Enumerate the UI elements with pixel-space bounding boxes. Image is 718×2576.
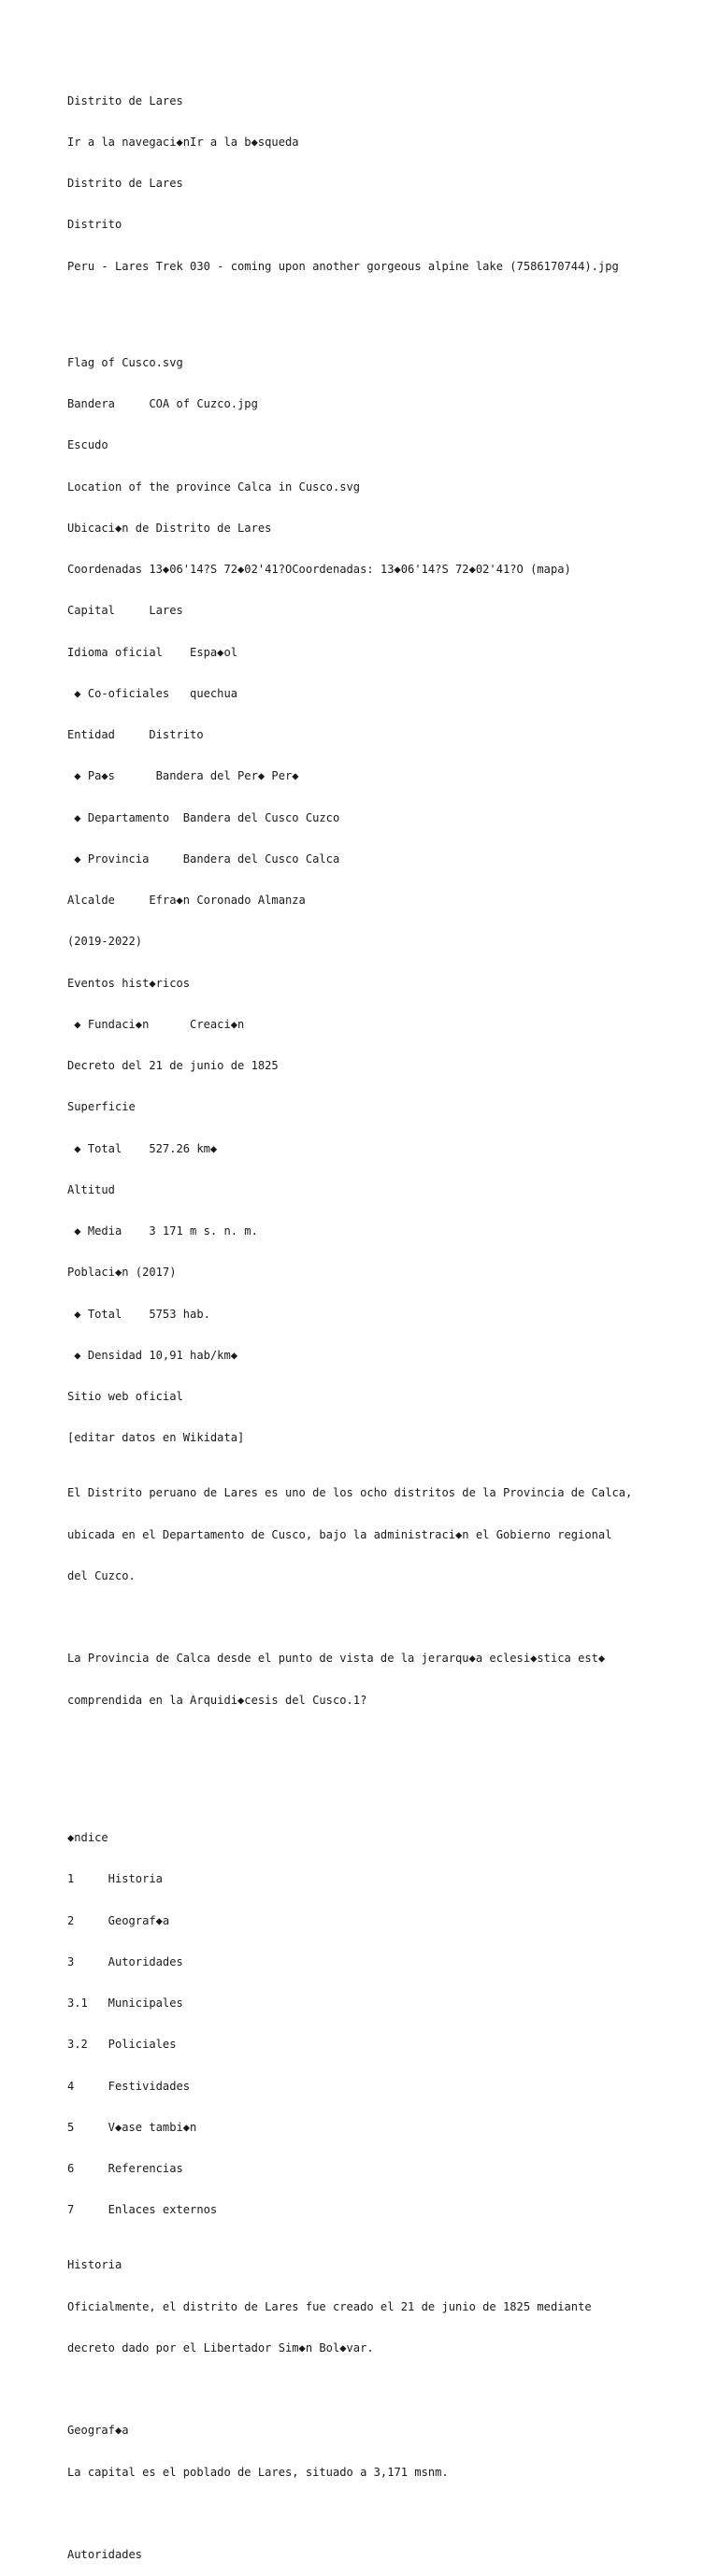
infobox-poblacion: Poblaci◆n (2017) [67,1266,177,1280]
spacer [67,301,703,315]
spacer [67,1735,703,1749]
toc-title: ◆ndice [67,1831,108,1844]
toc-item-vease-tambien[interactable]: 5 V◆ase tambi◆n [67,2120,197,2134]
location-caption: Ubicaci◆n de Distrito de Lares [67,521,272,535]
infobox-escudo: Escudo [67,438,108,452]
toc-item-referencias[interactable]: 6 Referencias [67,2162,183,2175]
intro-paragraph-line: El Distrito peruano de Lares es uno de los ocho distritos de la Provincia de Calca, [67,1486,633,1500]
infobox-densidad: ◆ Densidad 10,91 hab/km◆ [67,1348,238,1362]
historia-paragraph-line: Oficialmente, el distrito de Lares fue creado el 21 de junio de 1825 mediante [67,2299,592,2313]
spacer [67,1610,703,1624]
toc-item-policiales[interactable]: 3.2 Policiales [67,2038,177,2052]
location-map-file[interactable]: Location of the province Calca in Cusco.svg [67,479,361,494]
official-website-link[interactable]: Sitio web oficial [67,1390,183,1403]
toc-item-historia[interactable]: 1 Historia [67,1872,163,1886]
infobox-eventos: Eventos hist◆ricos [67,976,191,990]
section-heading-autoridades: Autoridades [67,2548,143,2561]
geografia-paragraph-line: La capital es el poblado de Lares, situado a 3,171 msnm. [67,2465,449,2479]
toc-item-enlaces-externos[interactable]: 7 Enlaces externos [67,2203,218,2217]
infobox-decreto: Decreto del 21 de junio de 1825 [67,1059,279,1072]
toc-item-autoridades[interactable]: 3 Autoridades [67,1954,183,1968]
toc-item-municipales[interactable]: 3.1 Municipales [67,1996,183,2010]
spacer [67,2507,703,2521]
infobox-fundacion: ◆ Fundaci◆n Creaci◆n [67,1017,245,1031]
intro-paragraph-line: ubicada en el Departamento de Cusco, bajo la administraci◆n el Gobierno regional [67,1527,612,1541]
infobox-provincia: ◆ Provincia Bandera del Cusco Calca [67,852,340,866]
spacer [67,2383,703,2397]
historia-paragraph-line: decreto dado por el Libertador Sim◆n Bol◆var. [67,2340,374,2354]
infobox-idioma: Idioma oficial Espa◆ol [67,645,238,659]
infobox-altitud-media: ◆ Media 3 171 m s. n. m. [67,1224,258,1238]
toc-item-geografia[interactable]: 2 Geograf◆a [67,1913,170,1927]
edit-wikidata-link[interactable]: [editar datos en Wikidata] [67,1431,245,1445]
document-title: Distrito de Lares [67,93,183,107]
infobox-altitud: Altitud [67,1182,115,1196]
flag-file-link[interactable]: Flag of Cusco.svg [67,355,183,369]
page-title: Distrito de Lares [67,177,183,190]
intro-paragraph-line: del Cuzco. [67,1568,136,1582]
section-heading-geografia: Geograf◆a [67,2424,129,2438]
spacer [67,1776,703,1790]
infobox-superficie: Superficie [67,1100,136,1114]
document-body [67,66,703,2576]
section-heading-historia: Historia [67,2258,122,2272]
toc-item-festividades[interactable]: 4 Festividades [67,2079,191,2093]
infobox-flag-row: Bandera COA of Cuzco.jpg [67,397,258,410]
intro-paragraph-line: La Provincia de Calca desde el punto de vista de la jerarqu◆a eclesi◆stica est◆ [67,1652,606,1666]
skip-links[interactable]: Ir a la navegaci◆nIr a la b◆squeda [67,135,299,149]
infobox-coordinates[interactable]: Coordenadas 13◆06'14?S 72◆02'41?OCoordenadas: 13◆06'14?S 72◆02'41?O (mapa) [67,563,571,576]
infobox-pais: ◆ Pa◆s Bandera del Per◆ Per◆ [67,769,299,783]
infobox-poblacion-total: ◆ Total 5753 hab. [67,1307,210,1321]
infobox-capital: Capital Lares [67,604,183,618]
infobox-departamento: ◆ Departamento Bandera del Cusco Cuzco [67,810,340,824]
image-caption[interactable]: Peru - Lares Trek 030 - coming upon another gorgeous alpine lake (7586170744).jpg [67,259,619,273]
infobox-alcalde-period: (2019-2022) [67,935,143,949]
intro-paragraph-line: comprendida en la Arquidi◆cesis del Cusco.1? [67,1693,367,1707]
entity-type-label: Distrito [67,218,122,232]
infobox-alcalde: Alcalde Efra◆n Coronado Almanza [67,894,306,907]
infobox-cooficiales: ◆ Co-oficiales quechua [67,686,238,700]
infobox-superficie-total: ◆ Total 527.26 km◆ [67,1141,218,1155]
infobox-entidad: Entidad Distrito [67,728,204,741]
